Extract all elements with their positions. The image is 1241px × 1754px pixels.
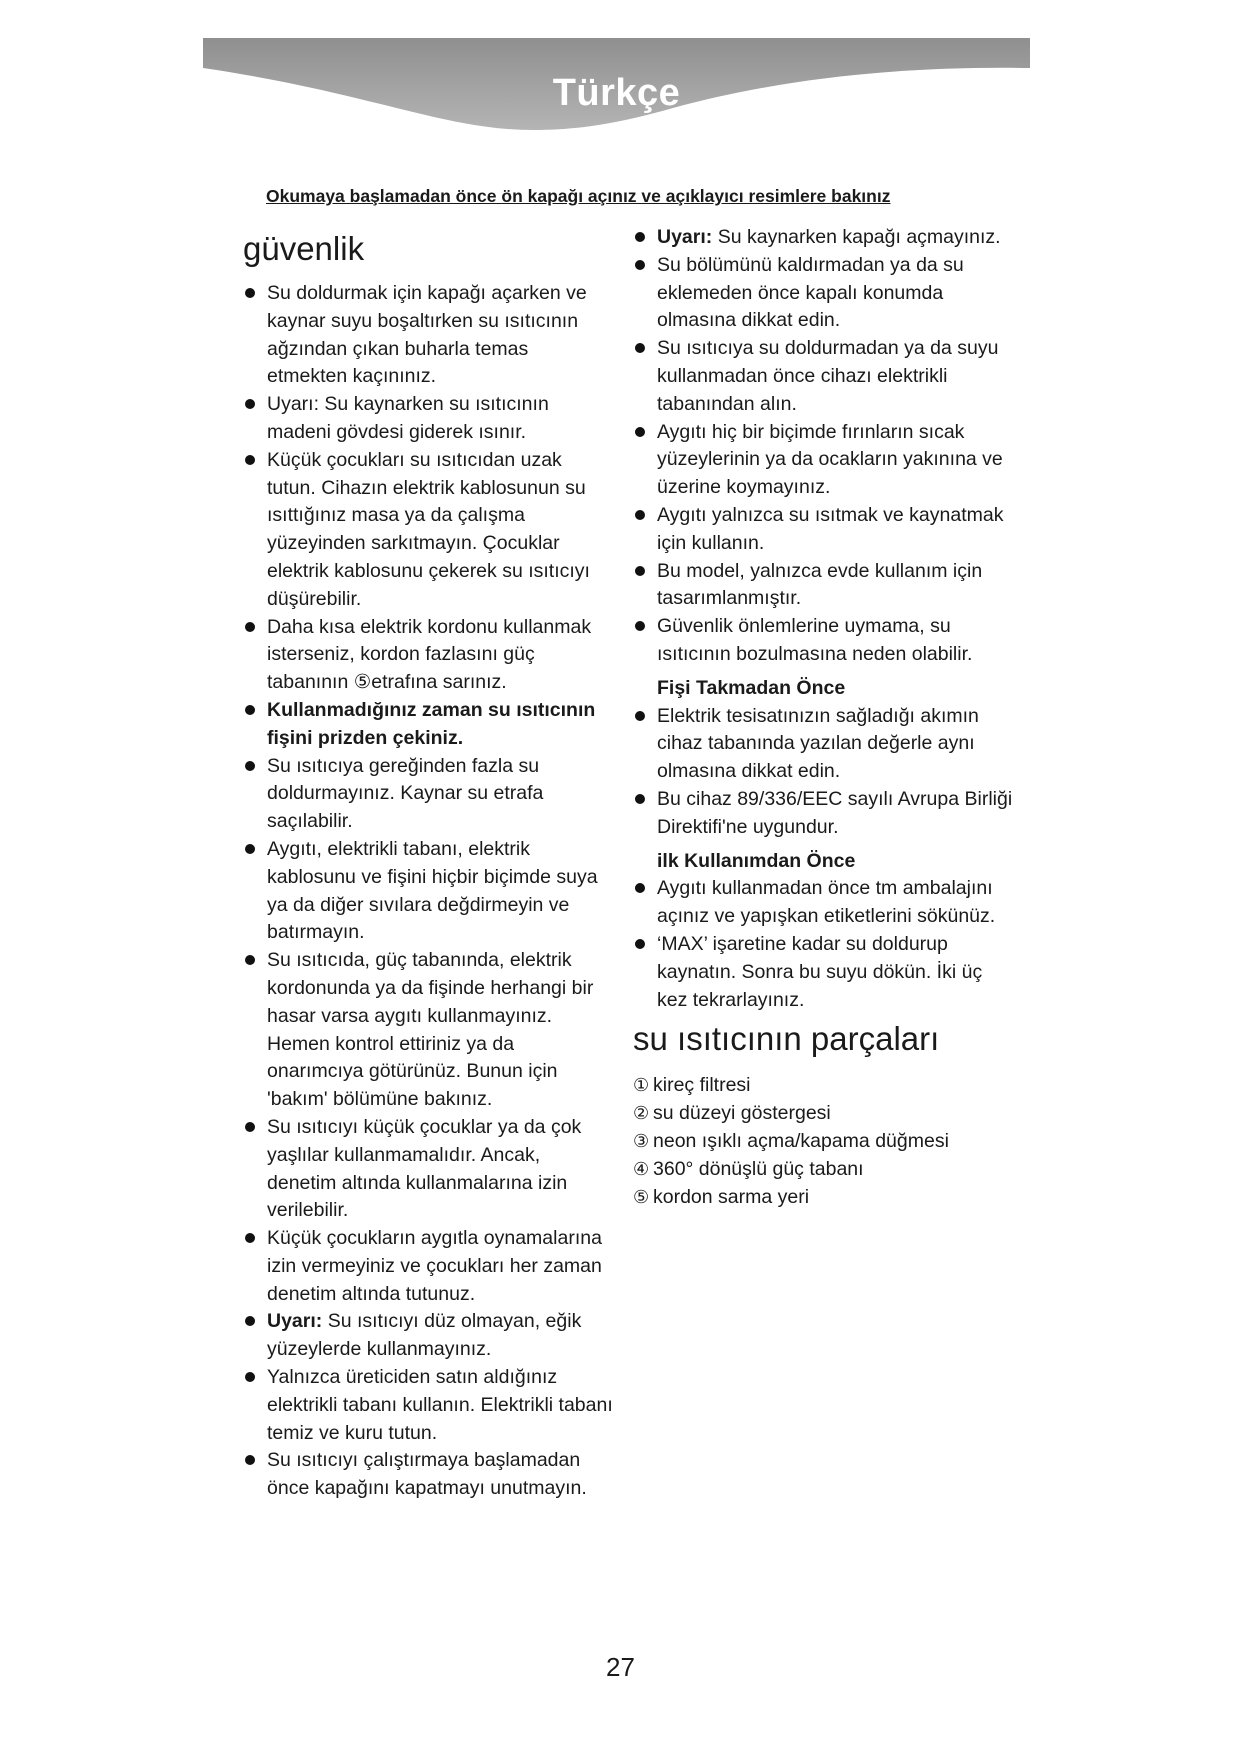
list-item: Aygıtı, elektrikli tabanı, elektrik kablosunu ve fişini hiçbir biçimde suya ya da diğer sıvılara değdirmeyin ve batırmayın. [243,836,613,947]
section-heading-parts: su ısıtıcının parçaları [633,1020,940,1058]
list-item: Bu cihaz 89/336/EEC sayılı Avrupa Birliği Direktifi'ne uygundur. [633,786,1013,842]
list-item: ‘MAX’ işaretine kadar su doldurup kaynatın. Sonra bu suyu dökün. İki üç kez tekrarlayınız. [633,931,1013,1014]
list-item: Güvenlik önlemlerine uymama, su ısıtıcının bozulmasına neden olabilir. [633,613,1013,669]
list-item: Daha kısa elektrik kordonu kullanmak isterseniz, kordon fazlasını güç tabanının ⑤etrafına sarınız. [243,614,613,697]
right-column [633,224,1013,1211]
left-column [243,224,613,1503]
first-use-list [633,875,1013,1014]
parts-list [633,1072,1013,1211]
list-item: Kullanmadığınız zaman su ısıtıcının fişini prizden çekiniz. [243,697,613,753]
list-item: Aygıtı kullanmadan önce tm ambalajını açınız ve yapışkan etiketlerini sökünüz. [633,875,1013,931]
subheading-before-plugging: Fişi Takmadan Önce [657,676,846,699]
safety-list [243,280,613,1503]
list-item: Su ısıtıcıyı çalıştırmaya başlamadan önce kapağını kapatmayı unutmayın. [243,1447,613,1503]
list-item: Su ısıtıcıya su doldurmadan ya da suyu kullanmadan önce cihazı elektrikli tabanından alın. [633,335,1013,418]
list-item: Uyarı: Su ısıtıcıyı düz olmayan, eğik yüzeylerde kullanmayınız. [243,1308,613,1364]
part-item: ⑤ kordon sarma yeri [633,1185,810,1208]
part-item: ① kireç filtresi [633,1074,751,1097]
list-item: Uyarı: Su kaynarken kapağı açmayınız. [633,224,1013,252]
intro-instruction: Okumaya başlamadan önce ön kapağı açınız ve açıklayıcı resimlere bakınız [266,186,891,206]
list-item: Su doldurmak için kapağı açarken ve kaynar suyu boşaltırken su ısıtıcının ağzından çıkan buharla temas etmekten kaçınınız. [243,280,613,391]
list-item: Su ısıtıcıyı küçük çocuklar ya da çok yaşlılar kullanmamalıdır. Ancak, denetim altında kullanmalarına izin verilebilir. [243,1114,613,1225]
page-number: 27 [606,1652,635,1682]
part-marker-5: ⑤ [353,671,372,694]
list-item: Küçük çocukların aygıtla oynamalarına izin vermeyiniz ve çocukları her zaman denetim altında tutunuz. [243,1225,613,1308]
list-item: Aygıtı hiç bir biçimde fırınların sıcak yüzeylerinin ya da ocakların yakınına ve üzerine koymayınız. [633,419,1013,502]
part-item: ③ neon ışıklı açma/kapama düğmesi [633,1129,949,1152]
part-item: ④ 360° dönüşlü güç tabanı [633,1157,864,1180]
list-item: Bu model, yalnızca evde kullanım için tasarımlanmıştır. [633,558,1013,614]
list-item: Elektrik tesisatınızın sağladığı akımın cihaz tabanında yazılan değerle aynı olmasına dikkat edin. [633,703,1013,786]
plugging-list [633,703,1013,842]
list-item: Uyarı: Su kaynarken su ısıtıcının madeni gövdesi giderek ısınır. [243,391,613,447]
list-item: Küçük çocukları su ısıtıcıdan uzak tutun. Cihazın elektrik kablosunun su ısıttığınız masa ya da çalışma yüzeyinden sarkıtmayın. Çocuklar elektrik kablosunu çekerek su ısıtıcıyı düşürebilir. [243,447,613,614]
list-item: Su bölümünü kaldırmadan ya da su eklemeden önce kapalı konumda olmasına dikkat edin. [633,252,1013,335]
page-language-title: Türkçe [552,72,681,114]
subheading-before-first-use: ilk Kullanımdan Önce [657,849,856,872]
part-item: ② su düzeyi göstergesi [633,1102,831,1125]
warning-list [633,224,1013,669]
list-item: Yalnızca üreticiden satın aldığınız elektrikli tabanı kullanın. Elektrikli tabanı temiz ve kuru tutun. [243,1364,613,1447]
section-heading-safety: güvenlik [243,230,365,267]
list-item: Su ısıtıcıya gereğinden fazla su doldurmayınız. Kaynar su etrafa saçılabilir. [243,753,613,836]
list-item: Su ısıtıcıda, güç tabanında, elektrik kordonunda ya da fişinde herhangi bir hasar varsa aygıtı kullanmayınız. Hemen kontrol ettiriniz ya da onarımcıya götürünüz. Bunun için 'bakım' bölümüne bakınız. [243,947,613,1114]
list-item: Aygıtı yalnızca su ısıtmak ve kaynatmak için kullanın. [633,502,1013,558]
